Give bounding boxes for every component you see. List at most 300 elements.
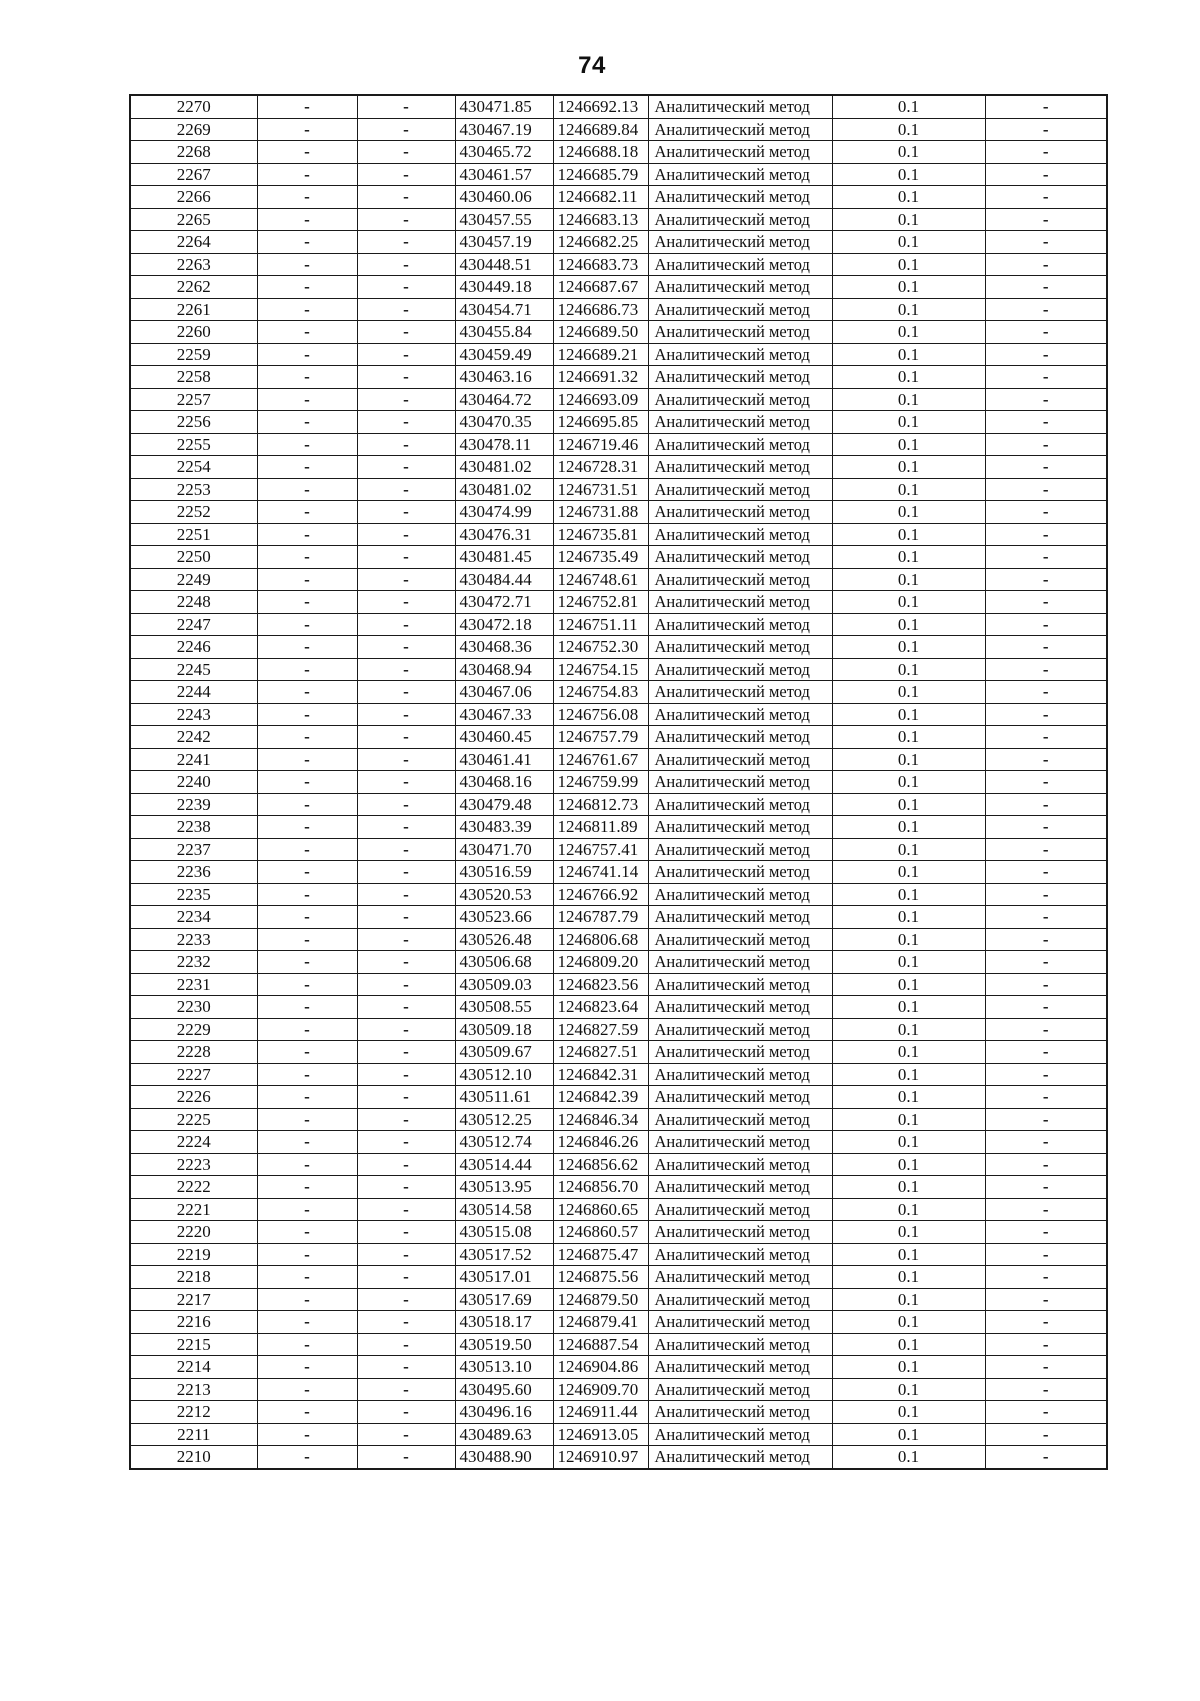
accuracy-cell: 0.1 [832,253,985,276]
y-coordinate-cell: 1246683.73 [553,253,648,276]
accuracy-cell: 0.1 [832,1221,985,1244]
accuracy-cell: 0.1 [832,433,985,456]
x-coordinate-cell: 430517.52 [455,1243,553,1266]
dash-cell: - [257,1176,357,1199]
point-number-cell: 2257 [130,388,257,411]
table-row [130,928,1107,951]
y-coordinate-cell: 1246812.73 [553,793,648,816]
y-coordinate-cell: 1246688.18 [553,141,648,164]
x-coordinate-cell: 430460.06 [455,186,553,209]
method-cell: Аналитический метод [648,816,832,839]
dash-cell: - [257,793,357,816]
dash-cell: - [357,636,455,659]
dash-cell: - [985,478,1107,501]
dash-cell: - [985,546,1107,569]
dash-cell: - [357,1041,455,1064]
dash-cell: - [357,996,455,1019]
dash-cell: - [257,1311,357,1334]
accuracy-cell: 0.1 [832,141,985,164]
table-row [130,1131,1107,1154]
accuracy-cell: 0.1 [832,726,985,749]
y-coordinate-cell: 1246731.51 [553,478,648,501]
dash-cell: - [257,613,357,636]
point-number-cell: 2259 [130,343,257,366]
dash-cell: - [985,1086,1107,1109]
method-cell: Аналитический метод [648,1446,832,1469]
x-coordinate-cell: 430509.03 [455,973,553,996]
dash-cell: - [357,1063,455,1086]
x-coordinate-cell: 430471.70 [455,838,553,861]
dash-cell: - [357,321,455,344]
dash-cell: - [985,501,1107,524]
y-coordinate-cell: 1246909.70 [553,1378,648,1401]
dash-cell: - [357,1018,455,1041]
point-number-cell: 2247 [130,613,257,636]
point-number-cell: 2233 [130,928,257,951]
point-number-cell: 2230 [130,996,257,1019]
dash-cell: - [257,546,357,569]
dash-cell: - [257,141,357,164]
x-coordinate-cell: 430449.18 [455,276,553,299]
accuracy-cell: 0.1 [832,501,985,524]
table-row [130,613,1107,636]
method-cell: Аналитический метод [648,276,832,299]
accuracy-cell: 0.1 [832,973,985,996]
point-number-cell: 2243 [130,703,257,726]
y-coordinate-cell: 1246911.44 [553,1401,648,1424]
accuracy-cell: 0.1 [832,861,985,884]
point-number-cell: 2238 [130,816,257,839]
accuracy-cell: 0.1 [832,703,985,726]
dash-cell: - [985,928,1107,951]
dash-cell: - [357,1333,455,1356]
y-coordinate-cell: 1246860.57 [553,1221,648,1244]
x-coordinate-cell: 430467.06 [455,681,553,704]
point-number-cell: 2222 [130,1176,257,1199]
dash-cell: - [357,276,455,299]
x-coordinate-cell: 430526.48 [455,928,553,951]
dash-cell: - [357,928,455,951]
y-coordinate-cell: 1246695.85 [553,411,648,434]
accuracy-cell: 0.1 [832,1423,985,1446]
dash-cell: - [985,1423,1107,1446]
method-cell: Аналитический метод [648,1041,832,1064]
y-coordinate-cell: 1246719.46 [553,433,648,456]
point-number-cell: 2265 [130,208,257,231]
y-coordinate-cell: 1246846.34 [553,1108,648,1131]
table-row [130,883,1107,906]
dash-cell: - [257,681,357,704]
point-number-cell: 2263 [130,253,257,276]
point-number-cell: 2211 [130,1423,257,1446]
table-row [130,118,1107,141]
dash-cell: - [257,1198,357,1221]
y-coordinate-cell: 1246842.31 [553,1063,648,1086]
accuracy-cell: 0.1 [832,388,985,411]
point-number-cell: 2244 [130,681,257,704]
dash-cell: - [357,793,455,816]
dash-cell: - [357,186,455,209]
dash-cell: - [985,1063,1107,1086]
x-coordinate-cell: 430511.61 [455,1086,553,1109]
x-coordinate-cell: 430512.74 [455,1131,553,1154]
accuracy-cell: 0.1 [832,1288,985,1311]
x-coordinate-cell: 430517.69 [455,1288,553,1311]
x-coordinate-cell: 430461.41 [455,748,553,771]
dash-cell: - [257,208,357,231]
accuracy-cell: 0.1 [832,906,985,929]
point-number-cell: 2228 [130,1041,257,1064]
dash-cell: - [985,726,1107,749]
point-number-cell: 2249 [130,568,257,591]
y-coordinate-cell: 1246752.30 [553,636,648,659]
method-cell: Аналитический метод [648,523,832,546]
x-coordinate-cell: 430467.19 [455,118,553,141]
dash-cell: - [985,1378,1107,1401]
point-number-cell: 2264 [130,231,257,254]
dash-cell: - [985,1198,1107,1221]
dash-cell: - [257,658,357,681]
x-coordinate-cell: 430496.16 [455,1401,553,1424]
table-row [130,1063,1107,1086]
method-cell: Аналитический метод [648,1176,832,1199]
y-coordinate-cell: 1246689.21 [553,343,648,366]
dash-cell: - [985,996,1107,1019]
dash-cell: - [257,1131,357,1154]
method-cell: Аналитический метод [648,186,832,209]
accuracy-cell: 0.1 [832,411,985,434]
method-cell: Аналитический метод [648,1401,832,1424]
y-coordinate-cell: 1246811.89 [553,816,648,839]
dash-cell: - [257,1243,357,1266]
dash-cell: - [985,1288,1107,1311]
x-coordinate-cell: 430519.50 [455,1333,553,1356]
dash-cell: - [257,591,357,614]
point-number-cell: 2210 [130,1446,257,1469]
dash-cell: - [985,591,1107,614]
dash-cell: - [985,906,1107,929]
method-cell: Аналитический метод [648,253,832,276]
dash-cell: - [357,231,455,254]
x-coordinate-cell: 430468.16 [455,771,553,794]
dash-cell: - [257,1446,357,1469]
x-coordinate-cell: 430472.18 [455,613,553,636]
point-number-cell: 2235 [130,883,257,906]
accuracy-cell: 0.1 [832,748,985,771]
accuracy-cell: 0.1 [832,1198,985,1221]
dash-cell: - [357,1266,455,1289]
method-cell: Аналитический метод [648,433,832,456]
point-number-cell: 2251 [130,523,257,546]
dash-cell: - [257,1086,357,1109]
x-coordinate-cell: 430488.90 [455,1446,553,1469]
table-row [130,1108,1107,1131]
x-coordinate-cell: 430472.71 [455,591,553,614]
accuracy-cell: 0.1 [832,658,985,681]
dash-cell: - [985,568,1107,591]
dash-cell: - [985,1018,1107,1041]
table-row [130,95,1107,118]
dash-cell: - [257,838,357,861]
method-cell: Аналитический метод [648,456,832,479]
dash-cell: - [257,1288,357,1311]
dash-cell: - [357,861,455,884]
dash-cell: - [985,771,1107,794]
point-number-cell: 2266 [130,186,257,209]
dash-cell: - [357,1446,455,1469]
table-row [130,591,1107,614]
y-coordinate-cell: 1246842.39 [553,1086,648,1109]
accuracy-cell: 0.1 [832,1243,985,1266]
dash-cell: - [357,1288,455,1311]
accuracy-cell: 0.1 [832,636,985,659]
dash-cell: - [257,523,357,546]
accuracy-cell: 0.1 [832,771,985,794]
method-cell: Аналитический метод [648,366,832,389]
method-cell: Аналитический метод [648,658,832,681]
point-number-cell: 2254 [130,456,257,479]
x-coordinate-cell: 430523.66 [455,906,553,929]
method-cell: Аналитический метод [648,1018,832,1041]
dash-cell: - [257,996,357,1019]
accuracy-cell: 0.1 [832,951,985,974]
method-cell: Аналитический метод [648,411,832,434]
method-cell: Аналитический метод [648,1243,832,1266]
dash-cell: - [985,1131,1107,1154]
table-row [130,388,1107,411]
dash-cell: - [985,973,1107,996]
dash-cell: - [257,366,357,389]
x-coordinate-cell: 430481.45 [455,546,553,569]
accuracy-cell: 0.1 [832,591,985,614]
page-number: 74 [578,52,606,79]
y-coordinate-cell: 1246752.81 [553,591,648,614]
dash-cell: - [257,1401,357,1424]
accuracy-cell: 0.1 [832,1153,985,1176]
dash-cell: - [257,231,357,254]
dash-cell: - [985,343,1107,366]
accuracy-cell: 0.1 [832,568,985,591]
x-coordinate-cell: 430464.72 [455,388,553,411]
y-coordinate-cell: 1246685.79 [553,163,648,186]
method-cell: Аналитический метод [648,95,832,118]
dash-cell: - [357,906,455,929]
method-cell: Аналитический метод [648,546,832,569]
dash-cell: - [357,1131,455,1154]
x-coordinate-cell: 430506.68 [455,951,553,974]
table-row [130,1176,1107,1199]
accuracy-cell: 0.1 [832,1333,985,1356]
dash-cell: - [257,1041,357,1064]
y-coordinate-cell: 1246904.86 [553,1356,648,1379]
x-coordinate-cell: 430468.94 [455,658,553,681]
dash-cell: - [985,951,1107,974]
accuracy-cell: 0.1 [832,343,985,366]
dash-cell: - [985,523,1107,546]
y-coordinate-cell: 1246687.67 [553,276,648,299]
dash-cell: - [257,1063,357,1086]
accuracy-cell: 0.1 [832,546,985,569]
dash-cell: - [357,343,455,366]
method-cell: Аналитический метод [648,388,832,411]
table-row [130,1266,1107,1289]
table-row [130,793,1107,816]
point-number-cell: 2234 [130,906,257,929]
x-coordinate-cell: 430495.60 [455,1378,553,1401]
accuracy-cell: 0.1 [832,793,985,816]
point-number-cell: 2221 [130,1198,257,1221]
method-cell: Аналитический метод [648,928,832,951]
y-coordinate-cell: 1246686.73 [553,298,648,321]
x-coordinate-cell: 430514.58 [455,1198,553,1221]
dash-cell: - [357,253,455,276]
table-row [130,1221,1107,1244]
dash-cell: - [357,681,455,704]
table-row [130,1333,1107,1356]
x-coordinate-cell: 430489.63 [455,1423,553,1446]
method-cell: Аналитический метод [648,906,832,929]
table-row [130,1198,1107,1221]
dash-cell: - [257,861,357,884]
accuracy-cell: 0.1 [832,681,985,704]
dash-cell: - [985,681,1107,704]
dash-cell: - [357,1423,455,1446]
dash-cell: - [357,771,455,794]
dash-cell: - [257,1108,357,1131]
table-row [130,546,1107,569]
x-coordinate-cell: 430513.10 [455,1356,553,1379]
accuracy-cell: 0.1 [832,1108,985,1131]
accuracy-cell: 0.1 [832,163,985,186]
method-cell: Аналитический метод [648,748,832,771]
dash-cell: - [357,748,455,771]
table-row [130,861,1107,884]
method-cell: Аналитический метод [648,568,832,591]
table-row [130,456,1107,479]
table-row [130,1086,1107,1109]
method-cell: Аналитический метод [648,681,832,704]
x-coordinate-cell: 430448.51 [455,253,553,276]
dash-cell: - [257,1378,357,1401]
point-number-cell: 2212 [130,1401,257,1424]
dash-cell: - [257,906,357,929]
dash-cell: - [357,546,455,569]
method-cell: Аналитический метод [648,883,832,906]
dash-cell: - [985,1221,1107,1244]
accuracy-cell: 0.1 [832,838,985,861]
dash-cell: - [257,411,357,434]
dash-cell: - [357,703,455,726]
dash-cell: - [257,771,357,794]
y-coordinate-cell: 1246806.68 [553,928,648,951]
y-coordinate-cell: 1246754.83 [553,681,648,704]
dash-cell: - [985,456,1107,479]
dash-cell: - [357,1243,455,1266]
x-coordinate-cell: 430465.72 [455,141,553,164]
dash-cell: - [357,433,455,456]
dash-cell: - [357,1221,455,1244]
point-number-cell: 2262 [130,276,257,299]
x-coordinate-cell: 430471.85 [455,95,553,118]
dash-cell: - [357,411,455,434]
accuracy-cell: 0.1 [832,298,985,321]
accuracy-cell: 0.1 [832,1266,985,1289]
x-coordinate-cell: 430479.48 [455,793,553,816]
x-coordinate-cell: 430468.36 [455,636,553,659]
table-row [130,253,1107,276]
y-coordinate-cell: 1246910.97 [553,1446,648,1469]
accuracy-cell: 0.1 [832,186,985,209]
table-row [130,276,1107,299]
method-cell: Аналитический метод [648,1131,832,1154]
dash-cell: - [257,748,357,771]
dash-cell: - [257,1356,357,1379]
table-row [130,1446,1107,1469]
dash-cell: - [357,1108,455,1131]
table-row [130,208,1107,231]
method-cell: Аналитический метод [648,838,832,861]
accuracy-cell: 0.1 [832,1401,985,1424]
dash-cell: - [985,1153,1107,1176]
accuracy-cell: 0.1 [832,1446,985,1469]
point-number-cell: 2231 [130,973,257,996]
method-cell: Аналитический метод [648,1356,832,1379]
table-row [130,703,1107,726]
table-row [130,1243,1107,1266]
method-cell: Аналитический метод [648,613,832,636]
method-cell: Аналитический метод [648,703,832,726]
dash-cell: - [985,838,1107,861]
table-row [130,298,1107,321]
dash-cell: - [257,951,357,974]
method-cell: Аналитический метод [648,951,832,974]
table-row [130,996,1107,1019]
point-number-cell: 2241 [130,748,257,771]
dash-cell: - [985,861,1107,884]
table-row [130,1401,1107,1424]
y-coordinate-cell: 1246823.56 [553,973,648,996]
table-row [130,771,1107,794]
y-coordinate-cell: 1246856.62 [553,1153,648,1176]
table-row [130,1356,1107,1379]
table-row [130,231,1107,254]
table-row [130,501,1107,524]
dash-cell: - [257,298,357,321]
dash-cell: - [985,1041,1107,1064]
table-row [130,906,1107,929]
y-coordinate-cell: 1246731.88 [553,501,648,524]
dash-cell: - [357,1198,455,1221]
table-row [130,433,1107,456]
dash-cell: - [357,388,455,411]
dash-cell: - [985,793,1107,816]
x-coordinate-cell: 430457.55 [455,208,553,231]
dash-cell: - [257,388,357,411]
point-number-cell: 2270 [130,95,257,118]
table-row [130,816,1107,839]
dash-cell: - [985,366,1107,389]
accuracy-cell: 0.1 [832,456,985,479]
point-number-cell: 2218 [130,1266,257,1289]
x-coordinate-cell: 430454.71 [455,298,553,321]
x-coordinate-cell: 430509.18 [455,1018,553,1041]
y-coordinate-cell: 1246766.92 [553,883,648,906]
method-cell: Аналитический метод [648,1221,832,1244]
point-number-cell: 2253 [130,478,257,501]
x-coordinate-cell: 430484.44 [455,568,553,591]
dash-cell: - [985,1266,1107,1289]
x-coordinate-cell: 430515.08 [455,1221,553,1244]
